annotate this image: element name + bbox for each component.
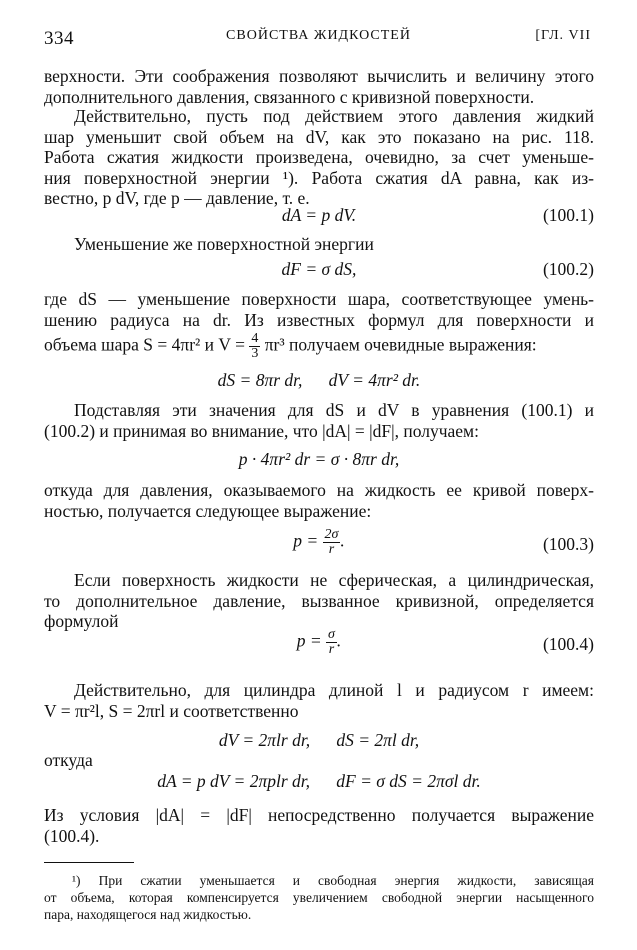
text-line: то дополнительное давление, вызванное кривизной, определяется [44, 590, 594, 611]
equation-formula: dF = σ dS, [281, 259, 357, 279]
text-line: (100.4). [44, 825, 100, 846]
equation-lhs: p = [296, 630, 322, 651]
text-line: вестно, p dV, где p — давление, т. е. [44, 188, 310, 208]
equation-formula [44, 528, 594, 557]
text-line: ностью, получается следующее выражение: [44, 500, 372, 521]
paragraph-10 [44, 805, 594, 846]
text-line: Уменьшение же поверхностной энергии [74, 234, 374, 254]
paragraph-2 [44, 106, 594, 209]
equation-final [44, 767, 594, 797]
equation-period: . [340, 530, 345, 551]
equation-100-3 [44, 524, 594, 564]
footnote-line: пара, находящегося над жидкостью. [44, 907, 252, 922]
equation-formula: dV = 2πlr dr, dS = 2πl dr, [218, 730, 420, 750]
text-line: верхности. Эти соображения позволяют вычислить и величину этого [44, 66, 594, 86]
paragraph-3 [44, 234, 594, 255]
text-line: ния поверхностной энергии ¹). Работа сжатия dA равна, как из- [44, 167, 594, 188]
equation-ds-dv [44, 366, 594, 396]
text-line: формулой [44, 611, 119, 631]
paragraph-4 [44, 289, 594, 330]
paragraph-6 [44, 480, 594, 521]
running-title: СВОЙСТВА ЖИДКОСТЕЙ [226, 28, 411, 43]
equation-formula [44, 628, 594, 657]
equation-period: . [336, 630, 342, 651]
text-line: Действительно, пусть под действием этого давления жидкий [74, 106, 594, 126]
equation-formula: dA = p dV = 2πplr dr, dF = σ dS = 2πσl dr. [157, 771, 481, 791]
text-line: Действительно, для цилиндра длиной l и радиусом r имеем: [74, 680, 594, 700]
paragraph-4-formula-line [44, 332, 594, 362]
paragraph-1 [44, 66, 594, 107]
fraction-numerator: σ [328, 627, 335, 642]
footnote-divider [44, 862, 134, 863]
equation-formula: dA = p dV. [281, 205, 357, 225]
text-segment: объема шара S = 4πr² и V = [44, 334, 245, 355]
equation-number: (100.4) [542, 634, 594, 654]
text-line: где dS — уменьшение поверхности шара, соответствующее умень- [44, 289, 594, 309]
text-line: Из условия |dA| = |dF| непосредственно получается выражение [44, 805, 594, 825]
fraction-denominator: r [328, 642, 335, 657]
equation-lhs: p = [293, 530, 319, 551]
chapter-label: [ГЛ. VII [535, 28, 591, 43]
paragraph-7 [44, 570, 594, 632]
equation-number: (100.1) [542, 205, 594, 225]
text-line: дополнительного давления, связанного с кривизной поверхности. [44, 86, 535, 107]
text-line: (100.2) и принимая во внимание, что |dA| = |dF|, получаем: [44, 420, 479, 441]
equation-100-1 [44, 201, 594, 231]
text-line: Работа сжатия жидкости произведена, очевидно, за счет уменьше- [44, 147, 594, 167]
footnote-line: ¹) При сжатии уменьшается и свободная энергия жидкости, зависящая [72, 873, 594, 888]
page-number: 334 [44, 28, 74, 49]
fraction [326, 628, 337, 657]
equation-number: (100.2) [542, 259, 594, 279]
equation-100-4 [44, 624, 594, 664]
text-line: V = πr²l, S = 2πrl и соответственно [44, 700, 299, 721]
paragraph-8 [44, 680, 594, 721]
equation-formula: p · 4πr² dr = σ · 8πr dr, [238, 449, 400, 469]
fraction-numerator: 2σ [324, 527, 339, 542]
equation-100-2 [44, 255, 594, 285]
text-line: Подставляя эти значения для dS и dV в уравнения (100.1) и [74, 400, 594, 420]
text-line: Если поверхность жидкости не сферическая, а цилиндрическая, [74, 570, 594, 590]
equation-formula: dS = 8πr dr, dV = 4πr² dr. [217, 370, 421, 390]
footnote-line: от объема, которая компенсируется увеличением свободной энергии насыщенного [44, 890, 594, 905]
equation-substitution [44, 445, 594, 475]
text-segment: πr³ получаем очевидные выражения: [264, 334, 537, 355]
fraction-numerator: 4 [251, 331, 259, 346]
paragraph-5 [44, 400, 594, 441]
text-line: шар уменьшит свой объем на dV, как это показано на рис. 118. [44, 126, 594, 147]
text-line: откуда [44, 750, 93, 770]
fraction [323, 528, 341, 557]
fraction-denominator: 3 [251, 346, 259, 361]
text-line: шению радиуса на dr. Из известных формул для поверхности и [44, 309, 594, 330]
fraction-four-thirds [249, 332, 260, 361]
fraction-denominator: r [328, 542, 335, 557]
equation-number: (100.3) [542, 534, 594, 554]
footnote [44, 872, 594, 923]
text-line: откуда для давления, оказываемого на жидкость ее кривой поверх- [44, 480, 594, 500]
